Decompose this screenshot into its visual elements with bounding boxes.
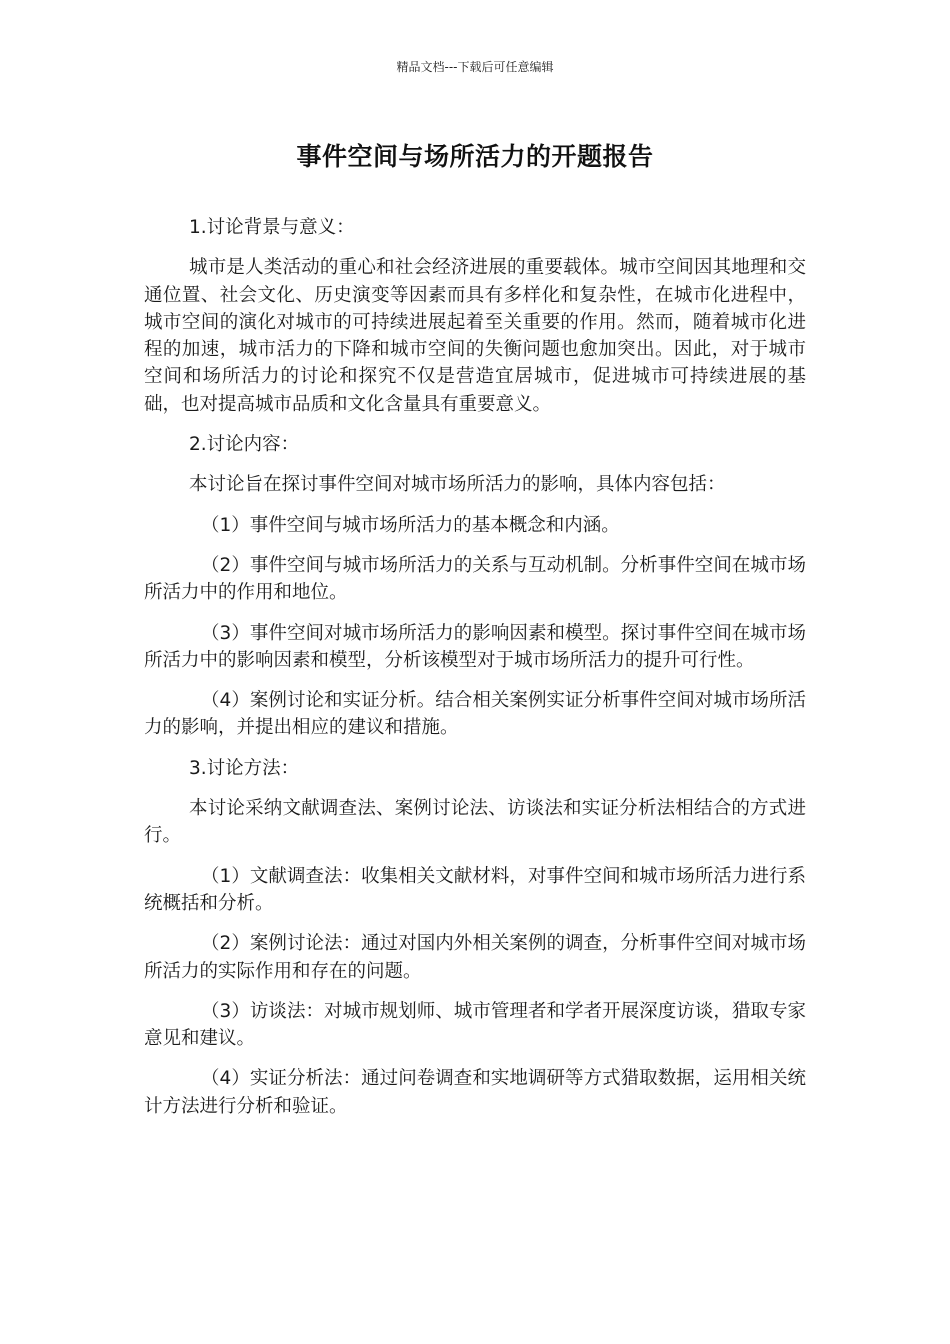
section-2-item-1: （1）事件空间与城市场所活力的基本概念和内涵。 [201, 514, 620, 536]
section-2-item-2: （2）事件空间与城市场所活力的关系与互动机制。分析事件空间在城市场所活力中的作用和地位。 [144, 554, 806, 604]
section-3-heading: 3.讨论方法： [189, 757, 300, 779]
section-3-item-1: （1）文献调查法：收集相关文献材料，对事件空间和城市场所活力进行系统概括和分析。 [144, 865, 806, 914]
section-2-item-3: （3）事件空间对城市场所活力的影响因素和模型。探讨事件空间在城市场所活力中的影响因素和模型，分析该模型对于城市场所活力的提升可行性。 [144, 622, 806, 671]
header-note: 精品文档---下载后可任意编辑 [396, 60, 554, 74]
section-3-item-2: （2）案例讨论法：通过对国内外相关案例的调查，分析事件空间对城市场所活力的实际作用和存在的问题。 [144, 933, 806, 982]
section-1-paragraph: 城市是人类活动的重心和社会经济进展的重要载体。城市空间因其地理和交通位置、社会文化、历史演变等因素而具有多样化和复杂性，在城市化进程中，城市空间的演化对城市的可持续进展起着至关重要的作用。然而，随着城市化进程的加速，城市活力的下降和城市空间的失衡问题也愈加突出。因此，对于城市空间和场所活力的讨论和探究不仅是营造宜居城市，促进城市可持续进展的基础，也对提高城市品质和文化含量具有重要意义。 [144, 257, 806, 415]
document-body [144, 214, 806, 1133]
section-2-heading: 2.讨论内容： [189, 434, 300, 456]
document-title: 事件空间与场所活力的开题报告 [296, 142, 654, 171]
section-2-item-4: （4）案例讨论和实证分析。结合相关案例实证分析事件空间对城市场所活力的影响，并提出相应的建议和措施。 [144, 690, 806, 739]
section-1-heading: 1.讨论背景与意义： [189, 217, 355, 238]
section-3-item-4: （4）实证分析法：通过问卷调查和实地调研等方式猎取数据，运用相关统计方法进行分析和验证。 [144, 1068, 806, 1117]
section-3-intro: 本讨论采纳文献调查法、案例讨论法、访谈法和实证分析法相结合的方式进行。 [144, 798, 806, 847]
section-3-item-3: （3）访谈法：对城市规划师、城市管理者和学者开展深度访谈，猎取专家意见和建议。 [144, 1000, 806, 1050]
section-2-intro: 本讨论旨在探讨事件空间对城市场所活力的影响，具体内容包括： [189, 474, 726, 496]
